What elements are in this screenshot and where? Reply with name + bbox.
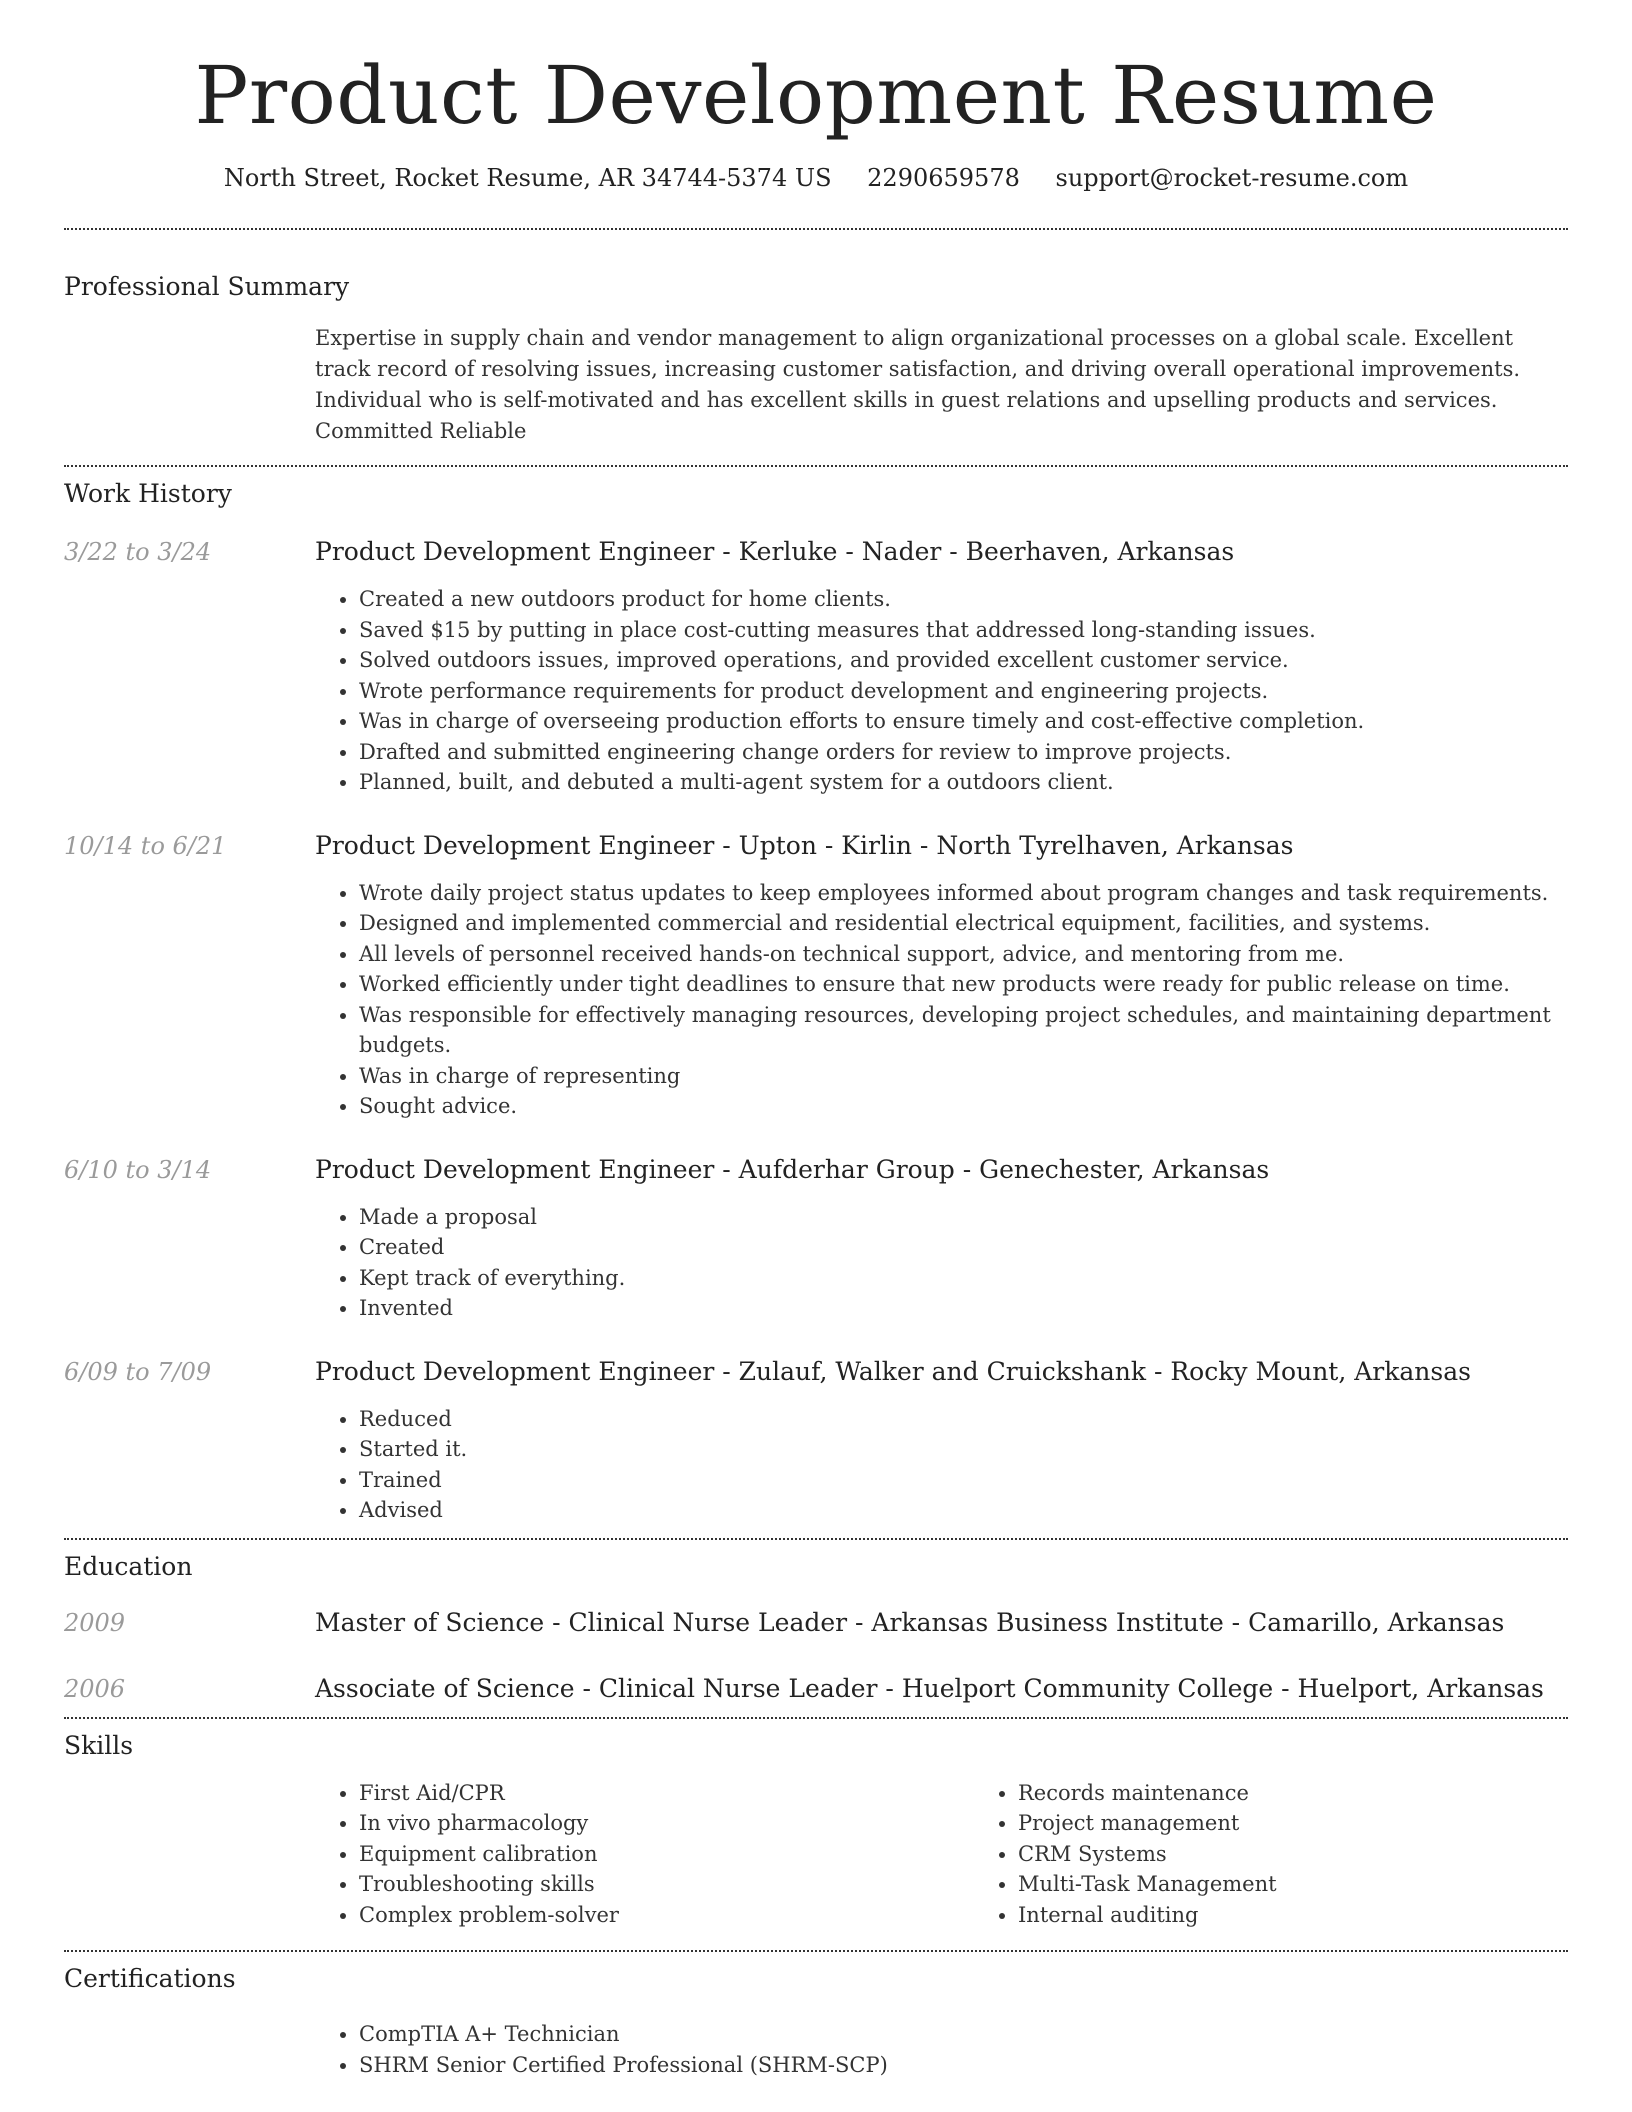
job-bullets <box>315 584 1568 798</box>
contact-email: support@rocket-resume.com <box>1055 164 1409 192</box>
skill-item: • CRM Systems <box>1018 1839 1632 1870</box>
job-bullet: • Saved $15 by putting in place cost-cutting measures that addressed long-standing issues. <box>359 615 1568 646</box>
job-bullet: • Started it. <box>359 1434 1568 1465</box>
skills-list-right <box>974 1778 1632 1931</box>
skill-item: • Internal auditing <box>1018 1900 1632 1931</box>
job-bullet: • Created a new outdoors product for home clients. <box>359 584 1568 615</box>
resume-title: Product Development Resume <box>194 49 1438 142</box>
job-entry <box>64 1356 1568 1526</box>
job-bullet: • Was responsible for effectively managing resources, developing project schedules, and maintaining department budgets. <box>359 1000 1568 1061</box>
skill-item: • Project management <box>1018 1808 1632 1839</box>
job-list <box>64 536 1568 1526</box>
education-title: Master of Science - Clinical Nurse Leader - Arkansas Business Institute - Camarillo, Arkansas <box>315 1607 1505 1637</box>
skill-item: • Records maintenance <box>1018 1778 1632 1809</box>
certifications-list <box>315 2019 1568 2080</box>
job-title: Product Development Engineer - Aufderhar Group - Genechester, Arkansas <box>315 1154 1270 1184</box>
job-bullet: • Reduced <box>359 1404 1568 1435</box>
work-section <box>64 467 1568 1526</box>
certification-item: • CompTIA A+ Technician <box>359 2019 1568 2050</box>
job-bullet: • Wrote daily project status updates to keep employees informed about program changes and task requirements. <box>359 878 1568 909</box>
job-bullet: • Drafted and submitted engineering change orders for review to improve projects. <box>359 737 1568 768</box>
job-bullet: • Wrote performance requirements for product development and engineering projects. <box>359 676 1568 707</box>
skill-item: • Multi-Task Management <box>1018 1869 1632 1900</box>
job-bullet: • Was in charge of representing <box>359 1061 1568 1092</box>
job-bullet: • Trained <box>359 1465 1568 1496</box>
skill-item: • In vivo pharmacology <box>359 1808 974 1839</box>
job-entry <box>64 536 1568 798</box>
certification-item: • SHRM Senior Certified Professional (SHRM-SCP) <box>359 2050 1568 2081</box>
job-bullets <box>315 1202 1568 1324</box>
job-bullets <box>315 1404 1568 1526</box>
contact-line <box>64 164 1568 192</box>
job-bullet: • Made a proposal <box>359 1202 1568 1233</box>
skill-item: • Troubleshooting skills <box>359 1869 974 1900</box>
section-title-summary: Professional Summary <box>64 272 350 301</box>
job-bullet: • Was in charge of overseeing production efforts to ensure timely and cost-effective completion. <box>359 706 1568 737</box>
skill-item: • First Aid/CPR <box>359 1778 974 1809</box>
section-title-education: Education <box>64 1551 193 1581</box>
contact-address: North Street, Rocket Resume, AR 34744-5374 US <box>223 164 832 192</box>
section-title-certifications: Certifications <box>64 1964 236 1993</box>
job-dates: 10/14 to 6/21 <box>64 831 227 860</box>
job-dates: 3/22 to 3/24 <box>64 538 212 566</box>
job-bullet: • Created <box>359 1232 1568 1263</box>
education-year: 2006 <box>64 1674 126 1703</box>
summary-text: Expertise in supply chain and vendor management to align organizational processes on a global scale. Excellent track record of resolving issues, increasing customer satisfaction, and driving overall operational improvements. Individual who is self-motivated and has excellent skills in guest relations and upselling products and services. Committed Reliable <box>315 326 1521 443</box>
education-section <box>64 1540 1568 1717</box>
job-bullet: • Sought advice. <box>359 1091 1568 1122</box>
job-bullets <box>315 878 1568 1122</box>
section-title-work: Work History <box>64 479 232 508</box>
section-title-skills: Skills <box>64 1730 134 1760</box>
job-dates: 6/09 to 7/09 <box>64 1357 212 1386</box>
education-year: 2009 <box>64 1608 126 1637</box>
job-bullet: • Designed and implemented commercial and residential electrical equipment, facilities, and systems. <box>359 908 1568 939</box>
certifications-section <box>64 1952 1568 2080</box>
education-title: Associate of Science - Clinical Nurse Leader - Huelport Community College - Huelport, Arkansas <box>315 1673 1544 1703</box>
skills-section <box>64 1719 1568 1951</box>
education-entry <box>64 1673 1568 1705</box>
resume-header <box>64 0 1568 192</box>
job-bullet: • Solved outdoors issues, improved operations, and provided excellent customer service. <box>359 645 1568 676</box>
education-list <box>64 1607 1568 1705</box>
skills-columns <box>315 1778 1632 1931</box>
contact-phone: 2290659578 <box>867 164 1020 192</box>
skill-item: • Complex problem-solver <box>359 1900 974 1931</box>
job-entry <box>64 830 1568 1122</box>
job-bullet: • Invented <box>359 1293 1568 1324</box>
job-bullet: • Kept track of everything. <box>359 1263 1568 1294</box>
job-dates: 6/10 to 3/14 <box>64 1155 212 1184</box>
education-entry <box>64 1607 1568 1639</box>
job-bullet: • All levels of personnel received hands-on technical support, advice, and mentoring from me. <box>359 939 1568 970</box>
summary-section <box>64 230 1568 465</box>
job-bullet: • Planned, built, and debuted a multi-agent system for a outdoors client. <box>359 767 1568 798</box>
skill-item: • Equipment calibration <box>359 1839 974 1870</box>
skills-list-left <box>315 1778 974 1931</box>
job-title: Product Development Engineer - Kerluke - Nader - Beerhaven, Arkansas <box>315 537 1235 566</box>
job-bullet: • Worked efficiently under tight deadlines to ensure that new products were ready for public release on time. <box>359 969 1568 1000</box>
job-title: Product Development Engineer - Upton - Kirlin - North Tyrelhaven, Arkansas <box>315 830 1294 860</box>
job-entry <box>64 1154 1568 1324</box>
job-bullet: • Advised <box>359 1495 1568 1526</box>
job-title: Product Development Engineer - Zulauf, Walker and Cruickshank - Rocky Mount, Arkansas <box>315 1356 1471 1386</box>
